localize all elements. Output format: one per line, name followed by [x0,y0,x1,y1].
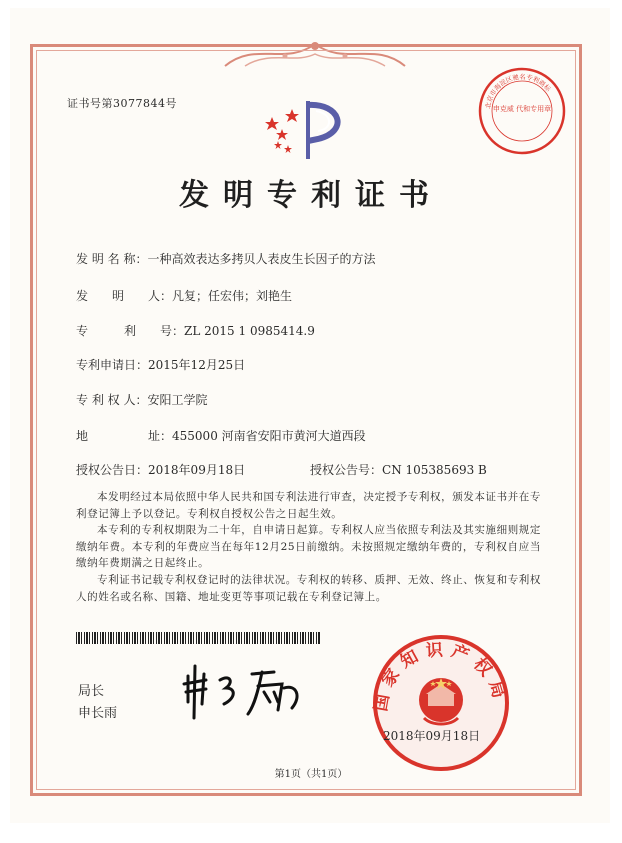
certificate-title: 发明专利证书 [179,178,443,213]
body-paragraph-1: 本发明经过本局依照中华人民共和国专利法进行审查，决定授予专利权，颁发本证书并在专利登记簿上予以登记。专利权自授权公告之日起生效。 [76,491,541,520]
field-grant-date [76,461,245,478]
field-patent-number [76,322,315,339]
field-inventors [76,287,292,304]
field-label: 专利申请日： [76,358,149,372]
field-label: 地 址： [76,429,173,443]
field-grant-number [310,461,487,478]
signatory-name: 申长雨 [78,706,118,721]
field-label: 授权公告日： [76,463,149,477]
svg-text:北京市海淀区驰名专利商标 [483,72,553,109]
field-patentee [76,391,207,408]
field-label: 专 利 权 人： [76,393,148,407]
agency-seal-center-text: 申克威 代和专用章 [492,105,552,113]
page-number: 第1页（共1页） [274,769,348,780]
field-invention-name [76,250,375,267]
national-ip-office-seal [366,628,516,778]
field-value: 一种高效表达多拷贝人表皮生长因子的方法 [147,252,376,266]
seal-ring-text: 国家知识产权局 [370,640,511,713]
field-value: 安阳工学院 [147,393,208,407]
field-label: 专 利 号： [76,324,185,338]
barcode [76,632,321,644]
seal-date: 2018年09月18日 [383,729,481,743]
field-value: CN 105385693 B [382,463,487,477]
field-value: 2015年12月25日 [148,358,246,372]
certificate-number: 证书号第3077844号 [67,97,177,110]
patent-office-logo [262,97,358,163]
body-paragraph-2: 本专利的专利权期限为二十年，自申请日起算。专利权人应当依照专利法及其实施细则规定缴纳年费。本专利的年费应当在每年12月25日前缴纳。未按照规定缴纳年费的，专利权自应当缴纳年费期满之日起终止。 [76,524,541,569]
field-value: ZL 2015 1 0985414.9 [184,324,315,338]
field-label: 发 明 名 称： [76,252,148,266]
body-paragraph-3: 专利证书记载专利权登记时的法律状况。专利权的转移、质押、无效、终止、恢复和专利权人的姓名或名称、国籍、地址变更等事项记载在专利登记簿上。 [76,574,541,603]
field-label: 发 明 人： [76,289,173,303]
agency-seal [476,65,568,157]
director-signature [178,662,318,722]
field-value: 凡复；任宏伟；刘艳生 [172,289,293,303]
field-address [76,427,366,444]
field-filing-date [76,356,245,373]
signatory-title: 局长 [78,684,105,699]
agency-seal-ring-text: 北京市海淀区驰名专利商标 [483,72,553,110]
field-value: 455000 河南省安阳市黄河大道西段 [172,429,366,443]
field-value: 2018年09月18日 [148,463,246,477]
field-label: 授权公告号： [310,463,383,477]
